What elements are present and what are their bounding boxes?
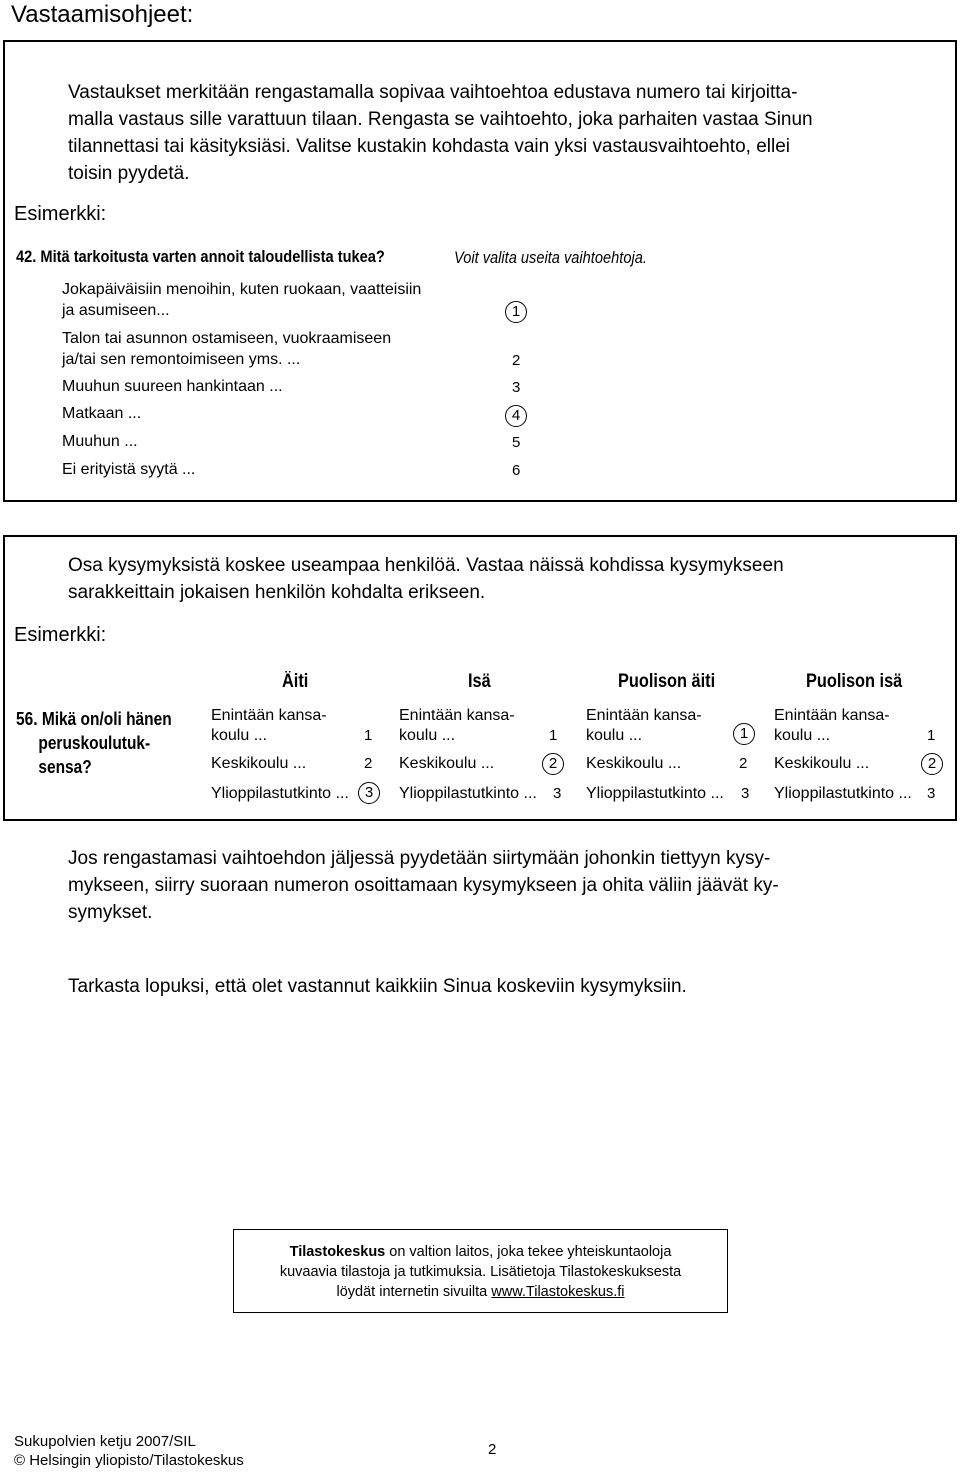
- jump-line: Jos rengastamasi vaihtoehdon jäljessä pyydetään siirtymään johonkin tiettyyn kysy-: [68, 848, 771, 869]
- cell-label: Keskikoulu ...: [586, 755, 682, 772]
- answer-number[interactable]: 2: [512, 352, 521, 369]
- option-line: Jokapäiväisiin menoihin, kuten ruokaan, vaatteisiin: [62, 281, 422, 298]
- q56-question-line: sensa?: [38, 757, 92, 777]
- answer-number[interactable]: 6: [512, 462, 521, 479]
- answer-number[interactable]: 3: [553, 785, 562, 802]
- column-header-isa: Isä: [468, 671, 491, 692]
- cell-label: Ylioppilastutkinto ...: [774, 785, 912, 802]
- footer-left: [14, 1432, 244, 1470]
- cell-label: Keskikoulu ...: [211, 755, 307, 772]
- intro-line: Vastaukset merkitään rengastamalla sopivaa vaihtoehtoa edustava numero tai kirjoitta-: [68, 82, 798, 103]
- footer-line: Sukupolvien ketju 2007/SIL: [14, 1433, 196, 1450]
- intro-line: malla vastaus sille varattuun tilaan. Rengasta se vaihtoehto, joka parhaiten vastaa Sinun: [68, 109, 813, 130]
- answer-circle[interactable]: 1: [505, 301, 527, 323]
- cell-label: Enintään kansa-: [774, 707, 890, 724]
- cell-label: Ylioppilastutkinto ...: [399, 785, 537, 802]
- q42-question: 42. Mitä tarkoitusta varten annoit taloudellista tukea?: [16, 247, 385, 266]
- check-text: Tarkasta lopuksi, että olet vastannut kaikkiin Sinua koskeviin kysymyksiin.: [68, 976, 687, 997]
- q42-hint: Voit valita useita vaihtoehtoja.: [454, 248, 647, 267]
- cell-label: koulu ...: [211, 727, 268, 744]
- answer-number[interactable]: 1: [927, 727, 936, 744]
- cell-label: Enintään kansa-: [211, 707, 327, 724]
- cell-label: koulu ...: [586, 727, 643, 744]
- cell-label: koulu ...: [774, 727, 831, 744]
- info-text-span: on valtion laitos, joka tekee yhteiskuntaoloja: [385, 1244, 672, 1260]
- column-header-puolison-isa: Puolison isä: [806, 671, 903, 692]
- cell-label: Ylioppilastutkinto ...: [211, 785, 349, 802]
- answer-number[interactable]: 2: [739, 755, 748, 772]
- cell-label: Keskikoulu ...: [774, 755, 870, 772]
- answer-circle[interactable]: 3: [358, 782, 380, 804]
- cell-label: Ylioppilastutkinto ...: [586, 785, 724, 802]
- cell-label: koulu ...: [399, 727, 456, 744]
- jump-line: mykseen, siirry suoraan numeron osoittamaan kysymykseen ja ohita väliin jäävät ky-: [68, 875, 779, 896]
- column-header-aiti: Äiti: [282, 671, 309, 692]
- column-header-puolison-aiti: Puolison äiti: [618, 671, 716, 692]
- intro-line: tilannettasi tai käsityksiäsi. Valitse kustakin kohdasta vain yksi vastausvaihtoehto, ellei: [68, 136, 791, 157]
- info-text-span: löydät internetin sivuilta: [336, 1284, 492, 1300]
- info-brand: Tilastokeskus: [289, 1244, 386, 1260]
- jump-text: [68, 845, 948, 926]
- jump-line: symykset.: [68, 902, 153, 923]
- answer-number[interactable]: 2: [364, 755, 373, 772]
- example-label: Esimerkki:: [14, 624, 107, 646]
- cell-label: Keskikoulu ...: [399, 755, 495, 772]
- intro-text: [68, 79, 948, 187]
- multi-line: Osa kysymyksistä koskee useampaa henkilöä. Vastaa näissä kohdissa kysymykseen: [68, 555, 784, 576]
- option-line: ja asumiseen...: [62, 302, 170, 319]
- answer-circle[interactable]: 4: [505, 405, 527, 427]
- page-number: 2: [488, 1441, 497, 1458]
- option-line: Matkaan ...: [62, 405, 142, 422]
- q56-question-line: peruskoulutuk-: [38, 733, 151, 753]
- answer-circle[interactable]: 1: [733, 723, 755, 745]
- q56-question: [16, 707, 172, 779]
- info-line: [235, 1282, 726, 1302]
- multi-line: sarakkeittain jokaisen henkilön kohdalta erikseen.: [68, 582, 486, 603]
- cell-label: Enintään kansa-: [586, 707, 702, 724]
- footer-line: © Helsingin yliopisto/Tilastokeskus: [14, 1452, 244, 1469]
- multi-text: [68, 552, 948, 606]
- answer-number[interactable]: 3: [927, 785, 936, 802]
- info-line: kuvaavia tilastoja ja tutkimuksia. Lisätietoja Tilastokeskuksesta: [279, 1264, 682, 1280]
- q56-question-line: 56. Mikä on/oli hänen: [16, 709, 172, 729]
- option-line: ja/tai sen remontoimiseen yms. ...: [62, 351, 301, 368]
- tilastokeskus-link[interactable]: www.Tilastokeskus.fi: [491, 1284, 625, 1300]
- answer-number[interactable]: 3: [512, 379, 521, 396]
- option-line: Talon tai asunnon ostamiseen, vuokraamiseen: [62, 330, 392, 347]
- option-line: Muuhun suureen hankintaan ...: [62, 378, 283, 395]
- info-text: [235, 1242, 726, 1302]
- option-line: Ei erityistä syytä ...: [62, 461, 196, 478]
- intro-line: toisin pyydetä.: [68, 163, 190, 184]
- example-label: Esimerkki:: [14, 203, 107, 225]
- cell-label: Enintään kansa-: [399, 707, 515, 724]
- option-line: Muuhun ...: [62, 433, 138, 450]
- page-title: Vastaamisohjeet:: [11, 1, 194, 28]
- answer-number[interactable]: 1: [364, 727, 373, 744]
- answer-number[interactable]: 3: [741, 785, 750, 802]
- answer-number[interactable]: 5: [512, 434, 521, 451]
- answer-number[interactable]: 1: [549, 727, 558, 744]
- answer-circle[interactable]: 2: [921, 753, 943, 775]
- answer-circle[interactable]: 2: [542, 753, 564, 775]
- info-line: [235, 1242, 726, 1262]
